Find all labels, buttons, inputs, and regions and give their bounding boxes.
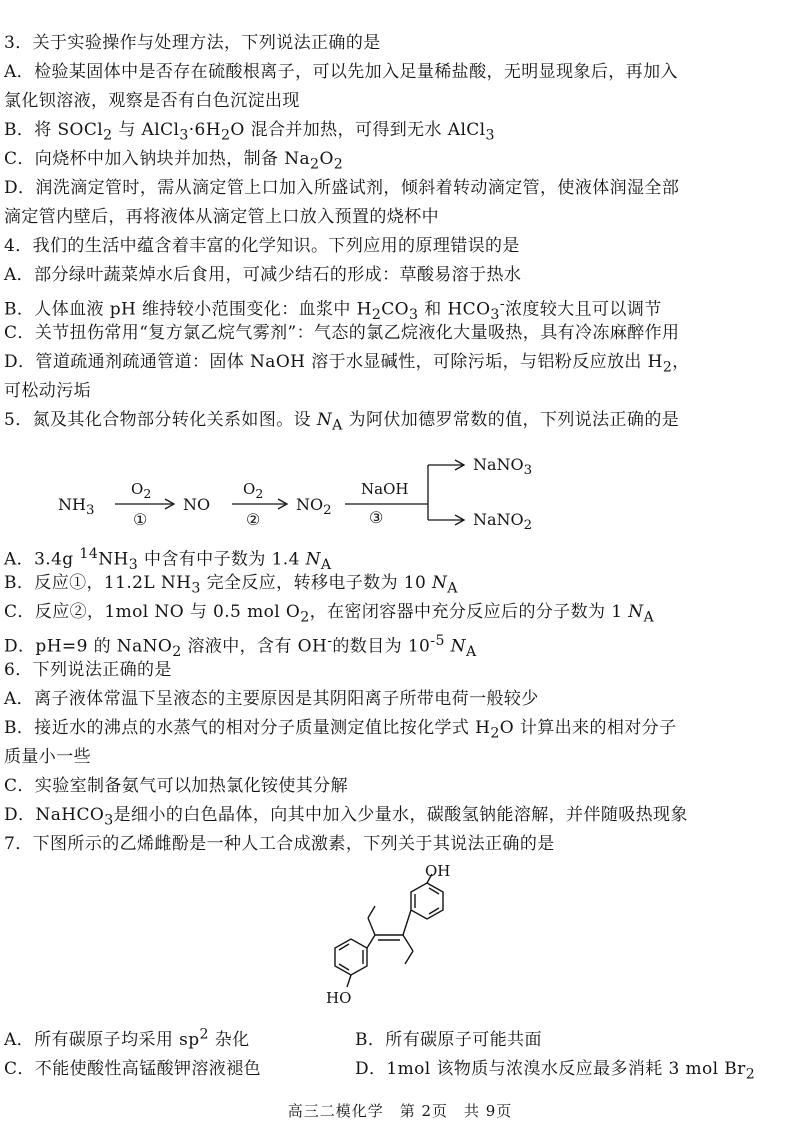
step-label-3: ③ (369, 508, 384, 527)
reagent-o2-first: $O_2$ (131, 480, 152, 501)
q7-option-c: C．不能使酸性高锰酸钾溶液褪色 (4, 1059, 262, 1079)
lower-oh-bond (347, 975, 351, 987)
page-footer: 高三二模化学 第 2页 共 9页 (287, 1102, 513, 1120)
scheme-arrows (0, 455, 800, 545)
q7-stem: 7．下图所示的乙烯雌酚是一种人工合成激素，下列关于其说法正确的是 (4, 834, 555, 854)
q7-option-d: D．1mol 该物质与浓溴水反应最多消耗 3 mol $Br_2$ (355, 1059, 756, 1083)
q6-stem: 6．下列说法正确的是 (4, 660, 172, 680)
step-label-2: ② (246, 510, 261, 529)
q5-stem: 5．氮及其化合物部分转化关系如图。设 $N_A$ 为阿伏加德罗常数的值，下列说法正确的是 (4, 410, 680, 434)
q6-option-b-line2: 质量小一些 (4, 747, 91, 767)
q3-option-d-line2: 滴定管内壁后，再将液体从滴定管上口放入预置的烧杯中 (4, 207, 439, 227)
q7-option-a: A．所有碳原子均采用 $sp^2$ 杂化 (4, 1026, 250, 1050)
q4-option-d-line2: 可松动污垢 (4, 381, 91, 401)
q6-option-d: D．NaHCO$_3$是细小的白色晶体，向其中加入少量水，碳酸氢钠能溶解，并伴随吸热现象 (4, 805, 688, 829)
reagent-naoh: NaOH (361, 480, 409, 498)
q3-option-b: B．将 SOCl$_2$ 与 $AlCl_3\cdot 6H_2O$ 混合并加热，可得到无水 AlCl$_3$ (4, 120, 495, 144)
reagent-o2-second: $O_2$ (243, 480, 264, 501)
upper-benzene-ring (411, 883, 443, 919)
q3-option-c: C．向烧杯中加入钠块并加热，制备 $Na_2O_2$ (4, 149, 344, 173)
q7-option-b: B．所有碳原子可能共面 (355, 1030, 542, 1050)
species-no2: $NO_2$ (296, 495, 332, 519)
q6-option-c: C．实验室制备氨气可以加热氯化铵使其分解 (4, 776, 349, 796)
step-label-1: ① (133, 510, 148, 529)
ho-label-bottom: HO (326, 989, 352, 1007)
q3-option-a-line1: A．检验某固体中是否存在硫酸根离子，可以先加入足量稀盐酸，无明显现象后，再加入 (4, 62, 678, 82)
q3-option-a-line2: 氯化钡溶液，观察是否有白色沉淀出现 (4, 91, 300, 111)
q5-option-d: D．pH=9 的 NaNO$_2$ 溶液中，含有 OH-的数目为 $10^{-5}$ $N_A$ (4, 633, 477, 661)
diethylstilbestrol-structure (0, 860, 800, 1020)
q5-option-c: C．反应②，1mol NO 与 0.5 mol $O_2$，在密闭容器中充分反应后的分子数为 1 $N_A$ (4, 602, 655, 626)
q6-option-b-line1: B．接近水的沸点的水蒸气的相对分子质量测定值比按化学式 $H_2O$ 计算出来的相对分子 (4, 718, 677, 742)
q4-option-c: C．关节扭伤常用“复方氯乙烷气雾剂”：气态的氯乙烷液化大量吸热，具有冷冻麻醉作用 (4, 323, 680, 343)
q4-option-d-line1: D．管道疏通剂疏通管道：固体 NaOH 溶于水显碱性，可除污垢，与铝粉反应放出 $H_2$， (4, 352, 690, 376)
q4-option-a: A．部分绿叶蔬菜焯水后食用，可减少结石的形成：草酸易溶于热水 (4, 265, 522, 285)
lower-benzene-ring (335, 939, 367, 975)
q6-option-a: A．离子液体常温下呈液态的主要原因是其阴阳离子所带电荷一般较少 (4, 689, 539, 709)
species-nh3: $NH_3$ (58, 495, 95, 519)
q4-option-b: B．人体血液 pH 维持较小范围变化：血浆中 $H_2CO_3$ 和 $HCO_3^-$浓度较大且可以调节 (4, 296, 662, 324)
species-nano3: NaNO$_3$ (473, 455, 533, 479)
q3-option-d-line1: D．润洗滴定管时，需从滴定管上口加入所盛试剂，倾斜着转动滴定管，使液体润湿全部 (4, 178, 680, 198)
q3-stem: 3．关于实验操作与处理方法，下列说法正确的是 (4, 33, 381, 53)
q5-option-b: B．反应①，11.2L $NH_3$ 完全反应，转移电子数为 10 $N_A$ (4, 573, 458, 597)
q5-option-a: A．3.4g $^{14}NH_3$ 中含有中子数为 1.4 $N_A$ (4, 546, 332, 574)
q4-stem: 4．我们的生活中蕴含着丰富的化学知识。下列应用的原理错误的是 (4, 236, 520, 256)
oh-label-top: OH (425, 862, 451, 880)
species-nano2: NaNO$_2$ (473, 510, 533, 534)
species-no: NO (183, 495, 211, 514)
